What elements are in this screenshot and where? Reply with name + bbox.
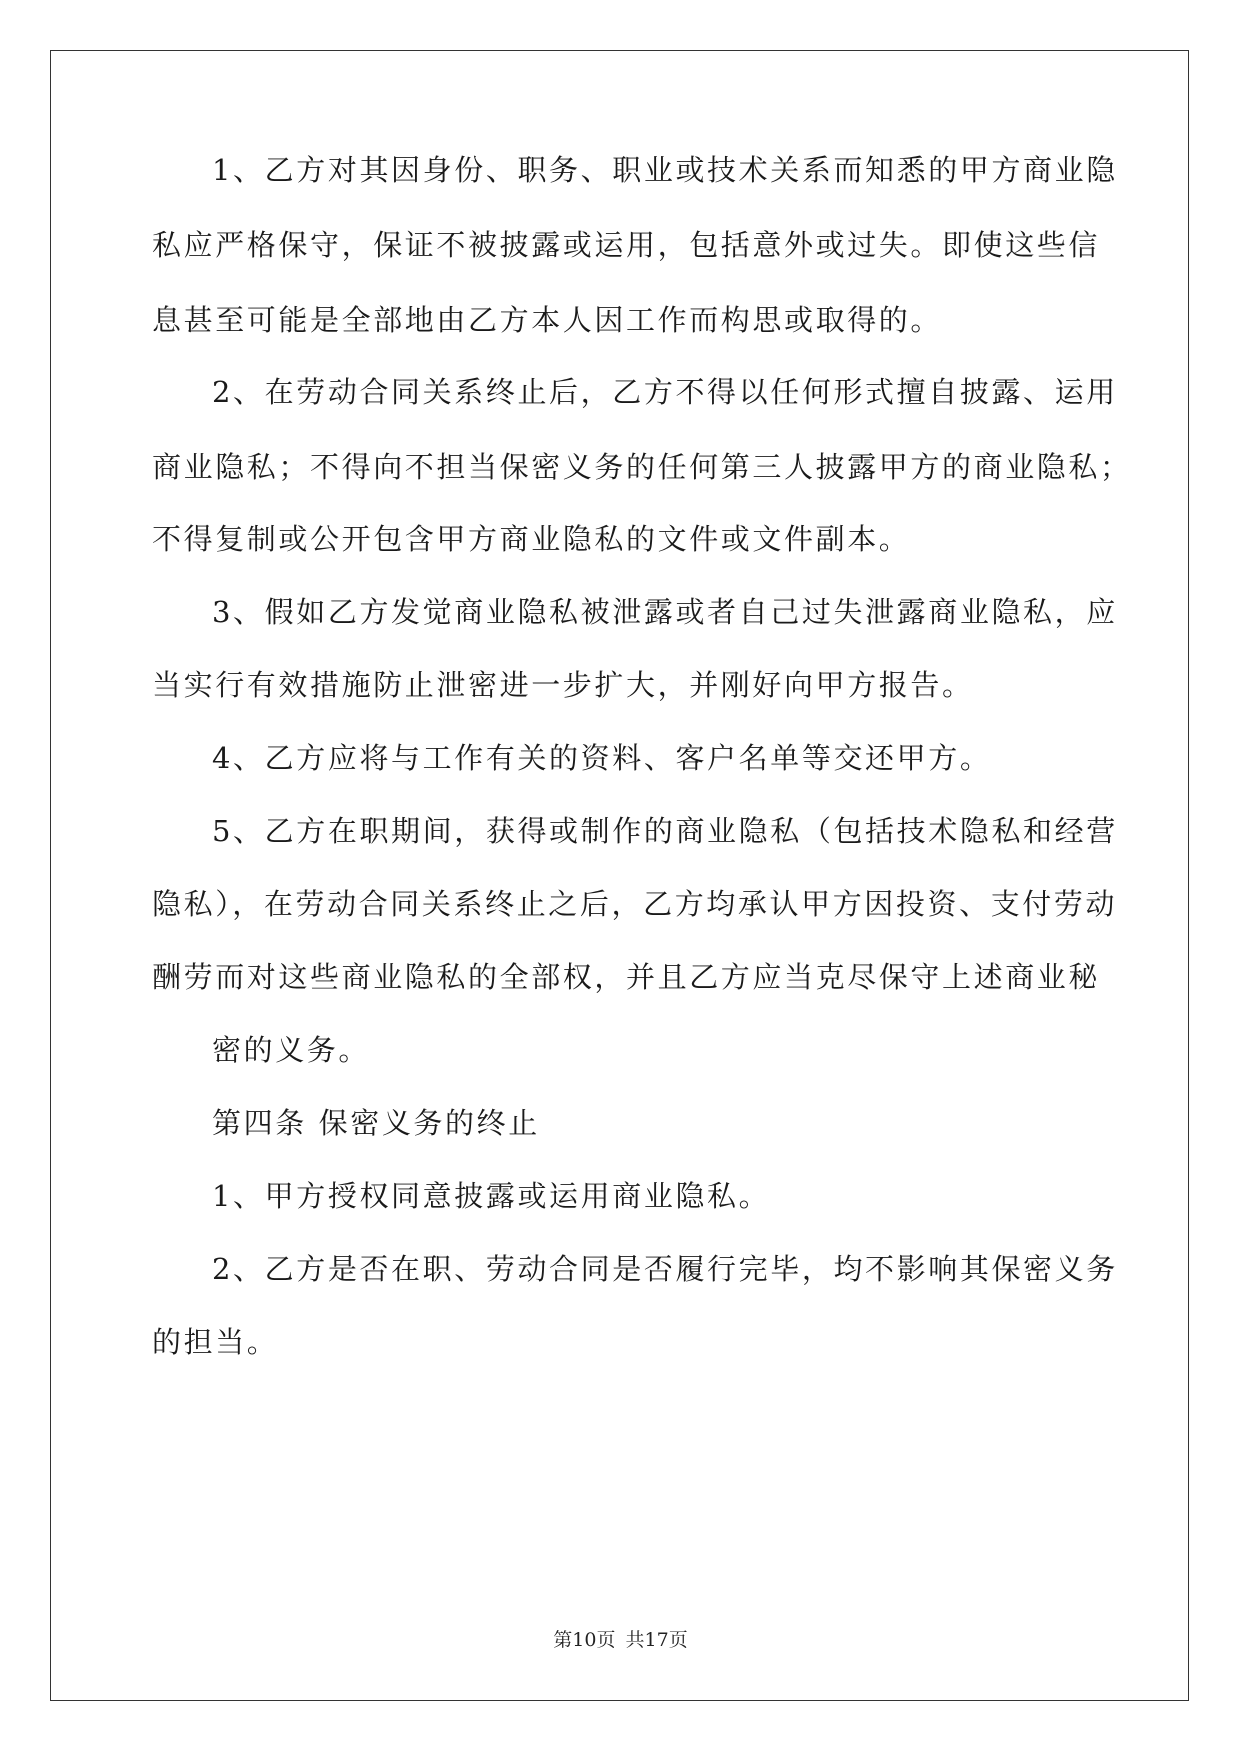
paragraph-1-line-2: 私应严格保守，保证不被披露或运用，包括意外或过失。即使这些信 [152, 228, 1101, 262]
paragraph-3-line-1: 3、假如乙方发觉商业隐私被泄露或者自己过失泄露商业隐私，应 [212, 595, 1118, 629]
paragraph-5-line-2: 隐私），在劳动合同关系终止之后，乙方均承认甲方因投资、支付劳动 [152, 887, 1118, 921]
paragraph-2-line-2: 商业隐私；不得向不担当保密义务的任何第三人披露甲方的商业隐私； [152, 450, 1132, 484]
page-number: 第10页 [553, 1629, 616, 1651]
paragraph-4-line-1: 4、乙方应将与工作有关的资料、客户名单等交还甲方。 [212, 741, 992, 775]
paragraph-5-line-1: 5、乙方在职期间，获得或制作的商业隐私（包括技术隐私和经营 [212, 814, 1118, 848]
paragraph-7-line-2: 的担当。 [152, 1325, 279, 1359]
paragraph-5-line-3: 酬劳而对这些商业隐私的全部权，并且乙方应当克尽保守上述商业秘 [152, 960, 1101, 994]
page-footer [0, 1625, 1241, 1652]
paragraph-3-line-2: 当实行有效措施防止泄密进一步扩大，并刚好向甲方报告。 [152, 668, 974, 702]
paragraph-2-line-3: 不得复制或公开包含甲方商业隐私的文件或文件副本。 [152, 522, 911, 556]
page-border [50, 50, 1189, 1701]
section-heading: 第四条 保密义务的终止 [212, 1106, 540, 1140]
paragraph-1-line-1: 1、乙方对其因身份、职务、职业或技术关系而知悉的甲方商业隐 [212, 153, 1118, 187]
paragraph-5-line-4: 密的义务。 [212, 1033, 371, 1067]
page-total: 共17页 [625, 1629, 688, 1651]
paragraph-6-line-1: 1、甲方授权同意披露或运用商业隐私。 [212, 1179, 771, 1213]
paragraph-2-line-1: 2、在劳动合同关系终止后，乙方不得以任何形式擅自披露、运用 [212, 375, 1118, 409]
paragraph-1-line-3: 息甚至可能是全部地由乙方本人因工作而构思或取得的。 [152, 303, 943, 337]
paragraph-7-line-1: 2、乙方是否在职、劳动合同是否履行完毕，均不影响其保密义务 [212, 1252, 1118, 1286]
